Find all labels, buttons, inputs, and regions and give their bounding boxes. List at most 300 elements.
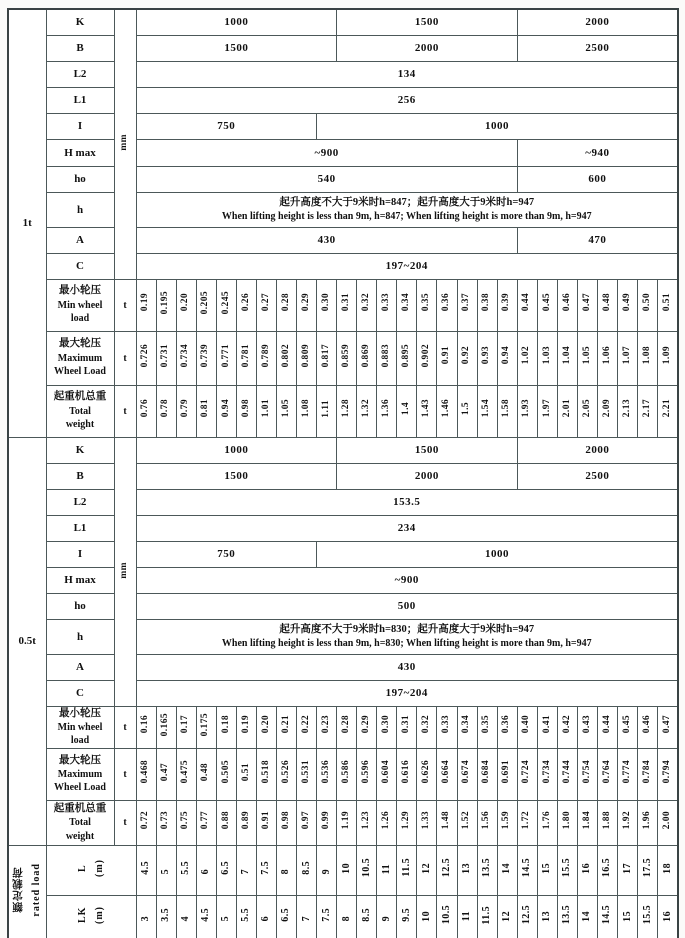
value-cell: 1.93	[517, 385, 537, 437]
row-min-wheel-05t	[8, 706, 678, 748]
row-L2-05t	[8, 489, 678, 515]
value-cell: 4.5	[196, 895, 216, 938]
value-cell: 0.33	[437, 706, 457, 748]
cell-K-2: 1500	[337, 437, 518, 463]
value-cell: 0.36	[437, 279, 457, 331]
row-h-1t	[8, 192, 678, 227]
value-cell: 0.30	[317, 279, 337, 331]
value-cell: 0.36	[497, 706, 517, 748]
value-cell: 1.56	[477, 800, 497, 845]
value-cell: 0.40	[517, 706, 537, 748]
value-cell: 1.4	[397, 385, 417, 437]
unit-t: t	[114, 279, 136, 331]
cell-I-2: 1000	[317, 113, 678, 139]
value-cell: 13.5	[477, 845, 497, 895]
value-cell: 0.39	[497, 279, 517, 331]
row-label-I: I	[46, 541, 114, 567]
row-label-ho: ho	[46, 166, 114, 192]
value-cell: 1.59	[497, 800, 517, 845]
value-cell: 1.09	[658, 331, 678, 385]
cell-A-2: 470	[517, 227, 678, 253]
value-cell: 0.35	[417, 279, 437, 331]
value-cell: 18	[658, 845, 678, 895]
value-cell: 15.5	[638, 895, 658, 938]
value-cell: 5	[156, 845, 176, 895]
value-cell: 0.81	[196, 385, 216, 437]
value-cell: 0.817	[317, 331, 337, 385]
value-cell: 8.5	[357, 895, 377, 938]
value-cell: 0.165	[156, 706, 176, 748]
value-cell: 0.94	[216, 385, 236, 437]
value-cell: 14.5	[517, 845, 537, 895]
value-cell: 0.34	[397, 279, 417, 331]
label-max-wheel: 最大轮压 Maximum Wheel Load	[46, 748, 114, 800]
value-cell: 1.43	[417, 385, 437, 437]
row-label-L1: L1	[46, 87, 114, 113]
value-cell: 5.5	[176, 845, 196, 895]
cell-K-1: 1000	[136, 9, 337, 35]
cell-L1: 256	[136, 87, 678, 113]
value-cell: 0.32	[417, 706, 437, 748]
value-cell: 0.526	[276, 748, 296, 800]
value-cell: 1.04	[557, 331, 577, 385]
unit-mm: mm	[114, 9, 136, 279]
value-cell: 9	[317, 845, 337, 895]
value-cell: 0.91	[437, 331, 457, 385]
value-cell: 0.32	[357, 279, 377, 331]
value-cell: 0.21	[276, 706, 296, 748]
row-L2-1t	[8, 61, 678, 87]
h-note-en: When lifting height is less than 9m, h=847; When lifting height is more than 9m, h=947	[221, 210, 592, 222]
value-cell: 0.28	[276, 279, 296, 331]
value-cell: 12.5	[517, 895, 537, 938]
value-cell: 0.48	[597, 279, 617, 331]
value-cell: 0.76	[136, 385, 156, 437]
cell-A-1: 430	[136, 227, 517, 253]
value-cell: 0.674	[457, 748, 477, 800]
cell-K-2: 1500	[337, 9, 518, 35]
row-A-05t	[8, 654, 678, 680]
value-cell: 1.33	[417, 800, 437, 845]
label-min-wheel: 最小轮压 Min wheel load	[46, 706, 114, 748]
value-cell: 12.5	[437, 845, 457, 895]
value-cell: 11.5	[477, 895, 497, 938]
value-cell: 5.5	[236, 895, 256, 938]
value-cell: 3.5	[156, 895, 176, 938]
value-cell: 0.35	[477, 706, 497, 748]
row-label-L2: L2	[46, 489, 114, 515]
h-note-cn: 起升高度不大于9米时h=830；起升高度大于9米时h=947	[279, 623, 535, 635]
value-cell: 0.17	[176, 706, 196, 748]
row-L1-1t	[8, 87, 678, 113]
value-cell: 1.08	[297, 385, 317, 437]
cell-I-1: 750	[136, 541, 317, 567]
value-cell: 1.46	[437, 385, 457, 437]
value-cell: 0.664	[437, 748, 457, 800]
value-cell: 3	[136, 895, 156, 938]
unit-t: t	[114, 748, 136, 800]
row-L1-05t	[8, 515, 678, 541]
value-cell: 0.22	[297, 706, 317, 748]
value-cell: 1.80	[557, 800, 577, 845]
value-cell: 2.09	[597, 385, 617, 437]
row-B-1t	[8, 35, 678, 61]
row-label-K: K	[46, 437, 114, 463]
cell-L1: 234	[136, 515, 678, 541]
value-cell: 0.175	[196, 706, 216, 748]
value-cell: 0.46	[638, 706, 658, 748]
row-label-h: h	[46, 619, 114, 654]
value-cell: 1.02	[517, 331, 537, 385]
row-max-wheel-05t	[8, 748, 678, 800]
value-cell: 0.518	[256, 748, 276, 800]
value-cell: 0.33	[377, 279, 397, 331]
value-cell: 10.5	[357, 845, 377, 895]
value-cell: 8	[337, 895, 357, 938]
row-K-05t	[8, 437, 678, 463]
value-cell: 0.794	[658, 748, 678, 800]
value-cell: 1.84	[577, 800, 597, 845]
value-cell: 0.79	[176, 385, 196, 437]
cell-Hmax-1: ~900	[136, 139, 517, 166]
value-cell: 2.00	[658, 800, 678, 845]
value-cell: 0.691	[497, 748, 517, 800]
value-cell: 1.03	[537, 331, 557, 385]
value-cell: 5	[216, 895, 236, 938]
unit-t: t	[114, 706, 136, 748]
value-cell: 1.07	[618, 331, 638, 385]
value-cell: 1.29	[397, 800, 417, 845]
row-label-L: L (m)	[46, 845, 136, 895]
value-cell: 0.20	[256, 706, 276, 748]
value-cell: 0.19	[136, 279, 156, 331]
value-cell: 6	[256, 895, 276, 938]
cell-ho: 500	[136, 593, 678, 619]
value-cell: 0.802	[276, 331, 296, 385]
value-cell: 6	[196, 845, 216, 895]
row-label-A: A	[46, 227, 114, 253]
value-cell: 0.27	[256, 279, 276, 331]
value-cell: 10	[417, 895, 437, 938]
value-cell: 0.44	[517, 279, 537, 331]
row-C-05t	[8, 680, 678, 706]
value-cell: 0.883	[377, 331, 397, 385]
value-cell: 0.42	[557, 706, 577, 748]
value-cell: 0.47	[658, 706, 678, 748]
value-cell: 8	[276, 845, 296, 895]
value-cell: 6.5	[216, 845, 236, 895]
value-cell: 0.859	[337, 331, 357, 385]
row-label-A: A	[46, 654, 114, 680]
value-cell: 0.89	[236, 800, 256, 845]
value-cell: 1.11	[317, 385, 337, 437]
value-cell: 0.586	[337, 748, 357, 800]
cell-K-3: 2000	[517, 437, 678, 463]
value-cell: 2.13	[618, 385, 638, 437]
value-cell: 0.72	[136, 800, 156, 845]
row-Hmax-1t	[8, 139, 678, 166]
value-cell: 1.28	[337, 385, 357, 437]
value-cell: 0.869	[357, 331, 377, 385]
value-cell: 0.30	[377, 706, 397, 748]
row-C-1t	[8, 253, 678, 279]
value-cell: 15	[537, 845, 557, 895]
value-cell: 1.32	[357, 385, 377, 437]
value-cell: 0.28	[337, 706, 357, 748]
value-cell: 0.895	[397, 331, 417, 385]
value-cell: 0.94	[497, 331, 517, 385]
value-cell: 12	[497, 895, 517, 938]
value-cell: 14.5	[597, 895, 617, 938]
value-cell: 0.684	[477, 748, 497, 800]
value-cell: 0.44	[597, 706, 617, 748]
value-cell: 1.26	[377, 800, 397, 845]
value-cell: 2.05	[577, 385, 597, 437]
value-cell: 11	[457, 895, 477, 938]
value-cell: 0.726	[136, 331, 156, 385]
value-cell: 0.784	[638, 748, 658, 800]
row-I-05t	[8, 541, 678, 567]
row-label-ho: ho	[46, 593, 114, 619]
row-max-wheel-1t	[8, 331, 678, 385]
row-I-1t	[8, 113, 678, 139]
label-total-weight: 起重机总重 Total weight	[46, 800, 114, 845]
cell-ho-2: 600	[517, 166, 678, 192]
value-cell: 0.604	[377, 748, 397, 800]
value-cell: 14	[577, 895, 597, 938]
value-cell: 12	[417, 845, 437, 895]
value-cell: 0.18	[216, 706, 236, 748]
value-cell: 0.93	[477, 331, 497, 385]
value-cell: 0.19	[236, 706, 256, 748]
value-cell: 0.626	[417, 748, 437, 800]
row-label-LK: LK (m)	[46, 895, 136, 938]
value-cell: 0.20	[176, 279, 196, 331]
value-cell: 6.5	[276, 895, 296, 938]
value-cell: 0.731	[156, 331, 176, 385]
row-label-L1: L1	[46, 515, 114, 541]
row-label-B: B	[46, 463, 114, 489]
unit-t: t	[114, 331, 136, 385]
row-total-weight-1t	[8, 385, 678, 437]
spec-table	[7, 8, 679, 938]
value-cell: 0.16	[136, 706, 156, 748]
row-label-C: C	[46, 680, 114, 706]
value-cell: 0.29	[297, 279, 317, 331]
row-min-wheel-1t	[8, 279, 678, 331]
value-cell: 4	[176, 895, 196, 938]
value-cell: 0.596	[357, 748, 377, 800]
value-cell: 0.48	[196, 748, 216, 800]
cell-h-note	[136, 619, 678, 654]
cell-B-2: 2000	[337, 463, 518, 489]
cell-L2: 153.5	[136, 489, 678, 515]
value-cell: 0.37	[457, 279, 477, 331]
section-label-rated-load: 额定载荷 rated load	[8, 845, 46, 938]
unit-t: t	[114, 385, 136, 437]
value-cell: 7	[297, 895, 317, 938]
value-cell: 9.5	[397, 895, 417, 938]
value-cell: 9	[377, 895, 397, 938]
cell-I-1: 750	[136, 113, 317, 139]
value-cell: 0.91	[256, 800, 276, 845]
value-cell: 0.744	[557, 748, 577, 800]
value-cell: 1.72	[517, 800, 537, 845]
value-cell: 0.45	[537, 279, 557, 331]
value-cell: 0.26	[236, 279, 256, 331]
value-cell: 1.06	[597, 331, 617, 385]
row-span-L	[8, 845, 678, 895]
h-note-cn: 起升高度不大于9米时h=847；起升高度大于9米时h=947	[279, 196, 535, 208]
value-cell: 1.52	[457, 800, 477, 845]
value-cell: 0.51	[658, 279, 678, 331]
value-cell: 1.48	[437, 800, 457, 845]
value-cell: 1.08	[638, 331, 658, 385]
value-cell: 14	[497, 845, 517, 895]
value-cell: 7.5	[256, 845, 276, 895]
row-h-05t	[8, 619, 678, 654]
value-cell: 15.5	[557, 845, 577, 895]
value-cell: 0.92	[457, 331, 477, 385]
value-cell: 16	[577, 845, 597, 895]
value-cell: 0.771	[216, 331, 236, 385]
row-label-L2: L2	[46, 61, 114, 87]
cell-Hmax: ~900	[136, 567, 678, 593]
row-B-05t	[8, 463, 678, 489]
value-cell: 1.05	[577, 331, 597, 385]
value-cell: 2.21	[658, 385, 678, 437]
row-ho-1t	[8, 166, 678, 192]
row-label-Hmax: H max	[46, 139, 114, 166]
value-cell: 15	[618, 895, 638, 938]
value-cell: 0.78	[156, 385, 176, 437]
value-cell: 0.29	[357, 706, 377, 748]
value-cell: 0.724	[517, 748, 537, 800]
value-cell: 2.17	[638, 385, 658, 437]
value-cell: 0.31	[337, 279, 357, 331]
value-cell: 11.5	[397, 845, 417, 895]
row-K-1t	[8, 9, 678, 35]
value-cell: 0.46	[557, 279, 577, 331]
unit-mm: mm	[114, 437, 136, 706]
cell-B-1: 1500	[136, 463, 337, 489]
value-cell: 4.5	[136, 845, 156, 895]
cell-ho-1: 540	[136, 166, 517, 192]
value-cell: 16	[658, 895, 678, 938]
cell-h-note	[136, 192, 678, 227]
value-cell: 0.73	[156, 800, 176, 845]
value-cell: 17.5	[638, 845, 658, 895]
cell-K-1: 1000	[136, 437, 337, 463]
value-cell: 0.468	[136, 748, 156, 800]
value-cell: 0.739	[196, 331, 216, 385]
value-cell: 0.789	[256, 331, 276, 385]
value-cell: 0.734	[537, 748, 557, 800]
value-cell: 0.75	[176, 800, 196, 845]
value-cell: 1.05	[276, 385, 296, 437]
value-cell: 0.505	[216, 748, 236, 800]
value-cell: 2.01	[557, 385, 577, 437]
value-cell: 0.531	[297, 748, 317, 800]
value-cell: 13.5	[557, 895, 577, 938]
value-cell: 0.43	[577, 706, 597, 748]
value-cell: 0.49	[618, 279, 638, 331]
value-cell: 1.88	[597, 800, 617, 845]
row-label-C: C	[46, 253, 114, 279]
row-A-1t	[8, 227, 678, 253]
value-cell: 1.54	[477, 385, 497, 437]
value-cell: 1.92	[618, 800, 638, 845]
value-cell: 0.51	[236, 748, 256, 800]
value-cell: 0.734	[176, 331, 196, 385]
unit-t: t	[114, 800, 136, 845]
value-cell: 0.809	[297, 331, 317, 385]
cell-C: 197~204	[136, 253, 678, 279]
value-cell: 10.5	[437, 895, 457, 938]
value-cell: 0.38	[477, 279, 497, 331]
value-cell: 13	[457, 845, 477, 895]
label-total-weight: 起重机总重 Total weight	[46, 385, 114, 437]
row-Hmax-05t	[8, 567, 678, 593]
value-cell: 0.902	[417, 331, 437, 385]
cell-L2: 134	[136, 61, 678, 87]
row-ho-05t	[8, 593, 678, 619]
value-cell: 0.77	[196, 800, 216, 845]
value-cell: 0.764	[597, 748, 617, 800]
value-cell: 13	[537, 895, 557, 938]
section-label-1t: 1t	[8, 9, 46, 437]
section-label-05t: 0.5t	[8, 437, 46, 845]
value-cell: 0.98	[276, 800, 296, 845]
value-cell: 11	[377, 845, 397, 895]
cell-C: 197~204	[136, 680, 678, 706]
label-max-wheel: 最大轮压 Maximum Wheel Load	[46, 331, 114, 385]
value-cell: 1.23	[357, 800, 377, 845]
value-cell: 0.47	[156, 748, 176, 800]
value-cell: 0.475	[176, 748, 196, 800]
value-cell: 0.781	[236, 331, 256, 385]
value-cell: 0.47	[577, 279, 597, 331]
value-cell: 7.5	[317, 895, 337, 938]
value-cell: 10	[337, 845, 357, 895]
value-cell: 8.5	[297, 845, 317, 895]
value-cell: 0.98	[236, 385, 256, 437]
value-cell: 0.88	[216, 800, 236, 845]
cell-B-3: 2500	[517, 35, 678, 61]
row-label-Hmax: H max	[46, 567, 114, 593]
cell-Hmax-2: ~940	[517, 139, 678, 166]
value-cell: 1.36	[377, 385, 397, 437]
cell-B-2: 2000	[337, 35, 518, 61]
value-cell: 1.01	[256, 385, 276, 437]
value-cell: 0.536	[317, 748, 337, 800]
row-label-K: K	[46, 9, 114, 35]
value-cell: 7	[236, 845, 256, 895]
row-label-B: B	[46, 35, 114, 61]
value-cell: 16.5	[597, 845, 617, 895]
h-note-en: When lifting height is less than 9m, h=830; When lifting height is more than 9m, h=947	[221, 637, 592, 649]
value-cell: 0.205	[196, 279, 216, 331]
value-cell: 0.31	[397, 706, 417, 748]
value-cell: 1.97	[537, 385, 557, 437]
row-span-LK	[8, 895, 678, 938]
value-cell: 0.195	[156, 279, 176, 331]
value-cell: 1.19	[337, 800, 357, 845]
row-label-h: h	[46, 192, 114, 227]
cell-A: 430	[136, 654, 678, 680]
value-cell: 0.245	[216, 279, 236, 331]
value-cell: 0.754	[577, 748, 597, 800]
